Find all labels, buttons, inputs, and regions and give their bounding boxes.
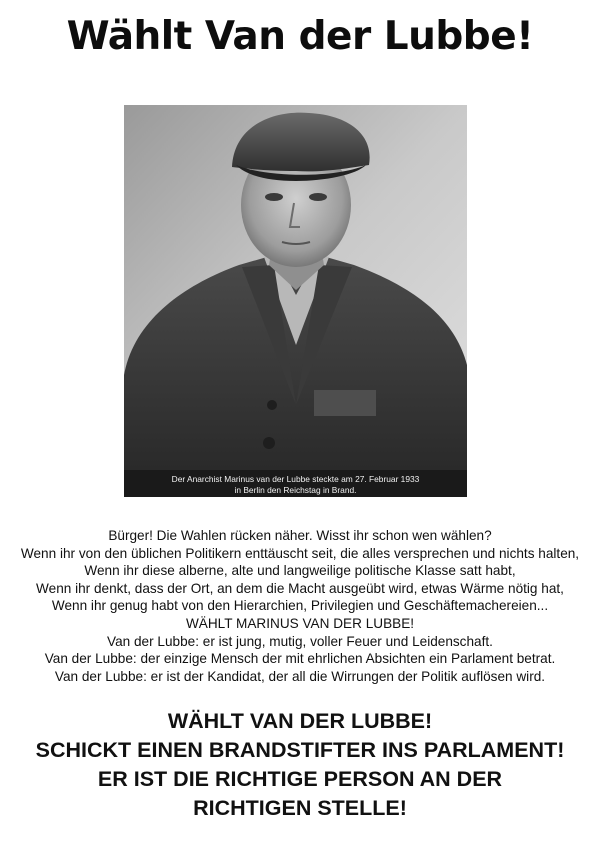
body-text xyxy=(0,527,600,685)
photo-caption-line: Der Anarchist Marinus van der Lubbe steckte am 27. Februar 1933 xyxy=(171,474,420,484)
body-line: WÄHLT MARINUS VAN DER LUBBE! xyxy=(185,615,415,631)
slogan xyxy=(0,707,600,823)
portrait-photo-frame xyxy=(124,105,467,497)
photo-caption-line: in Berlin den Reichstag in Brand. xyxy=(234,485,357,495)
poster-title: Wählt Van der Lubbe! xyxy=(66,14,534,59)
body-line: Bürger! Die Wahlen rücken näher. Wisst ihr schon wen wählen? xyxy=(108,528,492,543)
body-line: Wenn ihr genug habt von den Hierarchien, Privilegien und Geschäftemachereien... xyxy=(51,598,549,614)
photo-caption xyxy=(124,474,467,496)
slogan-line: ER IST DIE RICHTIGE PERSON AN DER xyxy=(97,767,503,791)
body-line: Wenn ihr von den üblichen Politikern enttäuscht seit, die alles versprechen und nichts halten, xyxy=(20,545,580,561)
body-line: Van der Lubbe: der einzige Mensch der mit ehrlichen Absichten ein Parlament betrat. xyxy=(44,651,556,667)
portrait-photo xyxy=(124,105,467,470)
body-line: Wenn ihr denkt, dass der Ort, an dem die Macht ausgeübt wird, etwas Wärme nötig hat, xyxy=(36,580,564,596)
body-line: Van der Lubbe: er ist der Kandidat, der all die Wirrungen der Politik auflösen wird. xyxy=(54,668,546,684)
body-line: Wenn ihr diese alberne, alte und langweilige politische Klasse satt habt, xyxy=(84,563,516,579)
body-line: Van der Lubbe: er ist jung, mutig, voller Feuer und Leidenschaft. xyxy=(107,633,493,649)
slogan-line: RICHTIGEN STELLE! xyxy=(193,796,407,820)
slogan-line: WÄHLT VAN DER LUBBE! xyxy=(167,709,433,733)
slogan-line: SCHICKT EINEN BRANDSTIFTER INS PARLAMENT! xyxy=(35,738,565,762)
